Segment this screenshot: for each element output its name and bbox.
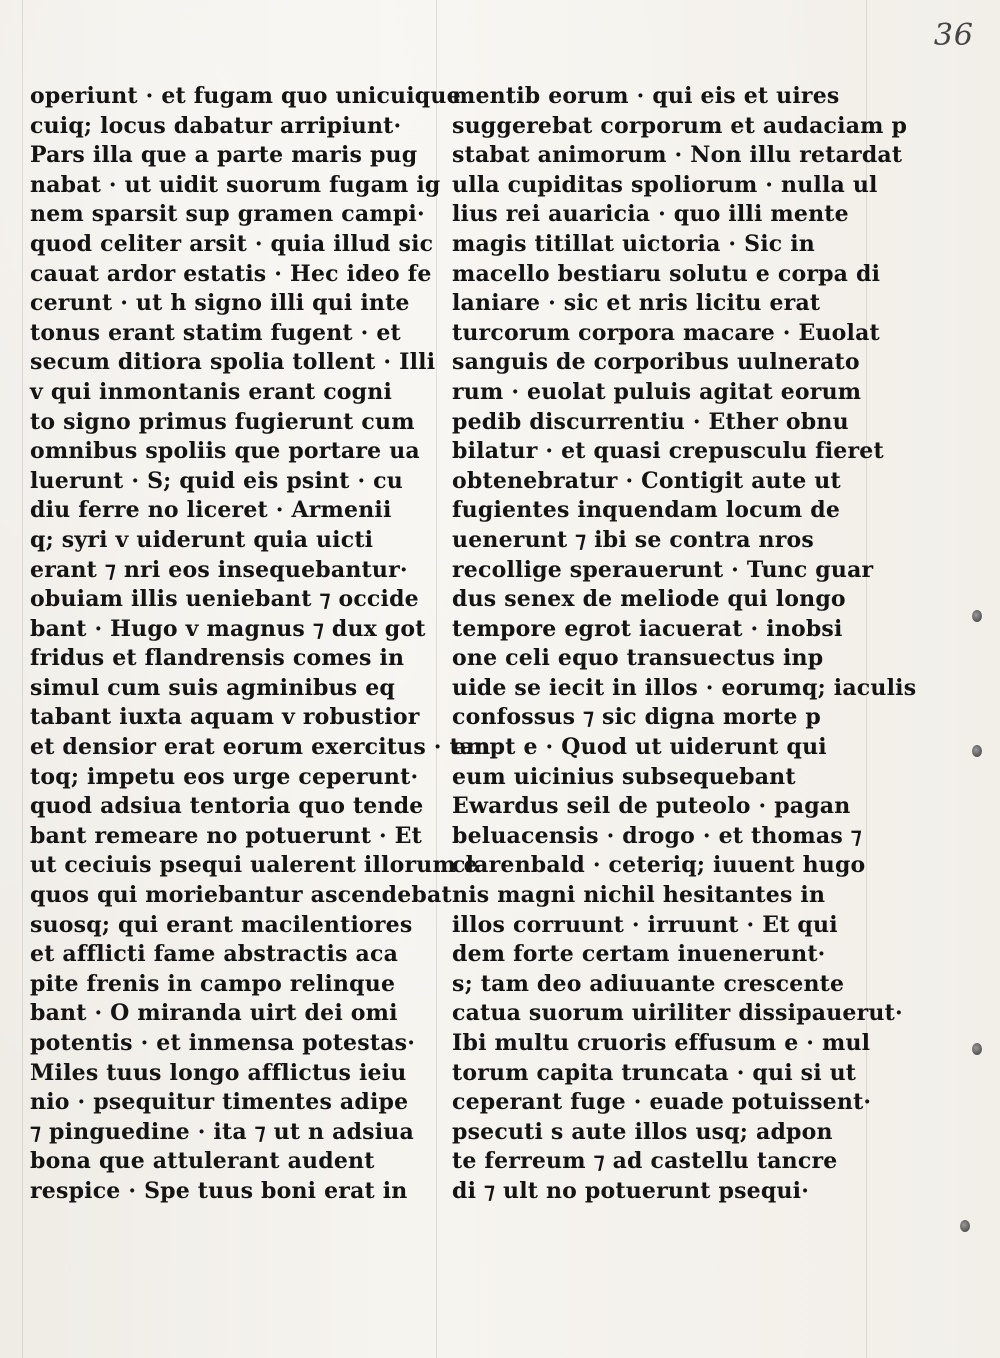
manuscript-line: ulla cupiditas spoliorum · nulla ul xyxy=(452,171,878,198)
manuscript-line: ut ceciuis psequi ualerent illorum e xyxy=(30,852,478,879)
manuscript-line: cauat ardor estatis · Hec ideo fe xyxy=(30,260,432,287)
manuscript-line: suosq; qui erant macilentiores xyxy=(30,911,413,938)
manuscript-line: fugientes inquendam locum de xyxy=(452,497,841,524)
manuscript-line: bant remeare no potuerunt · Et xyxy=(30,822,423,849)
manuscript-line: magis titillat uictoria · Sic in xyxy=(452,230,815,257)
manuscript-line: te ferreum ⁊ ad castellu tancre xyxy=(452,1148,838,1175)
manuscript-line: potentis · et inmensa potestas· xyxy=(30,1030,416,1056)
manuscript-line: luerunt · S; quid eis psint · cu xyxy=(30,467,403,494)
manuscript-line: tonus erant statim fugent · et xyxy=(30,319,401,346)
manuscript-line: eum uicinius subsequebant xyxy=(452,763,796,790)
manuscript-line: torum capita truncata · qui si ut xyxy=(452,1059,857,1086)
manuscript-line: Ibi multu cruoris effusum e · mul xyxy=(452,1030,871,1056)
manuscript-line: quod adsiua tentoria quo tende xyxy=(30,793,424,820)
manuscript-line: macello bestiaru solutu e corpa di xyxy=(452,260,881,287)
manuscript-line: Pars illa que a parte maris pug xyxy=(30,142,418,169)
manuscript-line: pedib discurrentiu · Ether obnu xyxy=(452,408,849,435)
manuscript-line: bilatur · et quasi crepusculu fieret xyxy=(452,438,884,465)
manuscript-line: Ewardus seil de puteolo · pagan xyxy=(452,793,851,820)
manuscript-line: cerunt · ut h signo illi qui inte xyxy=(30,290,410,317)
manuscript-line: laniare · sic et nris licitu erat xyxy=(452,290,821,317)
manuscript-line: nabat · ut uidit suorum fugam ig xyxy=(30,171,441,198)
manuscript-line: beluacensis · drogo · et thomas ⁊ xyxy=(452,822,862,849)
folio-number: 36 xyxy=(933,18,974,53)
left-margin-ruling xyxy=(22,0,23,1358)
manuscript-line: sanguis de corporibus uulnerato xyxy=(452,349,860,376)
manuscript-line: nem sparsit sup gramen campi· xyxy=(30,201,425,228)
manuscript-line: bant · Hugo v magnus ⁊ dux got xyxy=(30,615,426,642)
manuscript-line: one celi equo transuectus inp xyxy=(452,645,824,672)
binding-hole xyxy=(972,745,982,757)
manuscript-line: pite frenis in campo relinque xyxy=(30,970,396,997)
manuscript-line: to signo primus fugierunt cum xyxy=(30,408,415,435)
binding-hole xyxy=(972,1043,982,1055)
manuscript-line: stabat animorum · Non illu retardat xyxy=(452,142,903,169)
manuscript-line: confossus ⁊ sic digna morte p xyxy=(452,704,821,731)
manuscript-line: Miles tuus longo afflictus ieiu xyxy=(30,1059,407,1086)
manuscript-line: secum ditiora spolia tollent · Illi xyxy=(30,349,436,376)
manuscript-line: diu ferre no liceret · Armenii xyxy=(30,497,392,524)
manuscript-line: lius rei auaricia · quo illi mente xyxy=(452,201,849,228)
manuscript-line: obuiam illis ueniebant ⁊ occide xyxy=(30,586,419,613)
manuscript-line: operiunt · et fugam quo unicuique xyxy=(30,83,461,109)
manuscript-line: cuiq; locus dabatur arripiunt· xyxy=(30,112,402,139)
manuscript-line: fridus et flandrensis comes in xyxy=(30,645,405,672)
binding-hole xyxy=(960,1220,970,1232)
manuscript-line: v qui inmontanis erant cogni xyxy=(30,378,393,405)
manuscript-line: et densior erat eorum exercitus · tan xyxy=(30,734,491,761)
manuscript-line: recollige sperauerunt · Tunc guar xyxy=(452,556,874,583)
manuscript-line: q; syri v uiderunt quia uicti xyxy=(30,526,374,553)
manuscript-line: dem forte certam inuenerunt· xyxy=(452,941,826,968)
manuscript-line: quod celiter arsit · quia illud sic xyxy=(30,230,434,257)
manuscript-line: tabant iuxta aquam v robustior xyxy=(30,704,420,731)
manuscript-line: toq; impetu eos urge ceperunt· xyxy=(30,763,419,790)
manuscript-line: turcorum corpora macare · Euolat xyxy=(452,319,880,346)
manuscript-line: mentib eorum · qui eis et uires xyxy=(452,83,840,109)
manuscript-line: omnibus spoliis que portare ua xyxy=(30,438,420,465)
manuscript-line: s; tam deo adiuuante crescente xyxy=(452,970,845,997)
manuscript-line: dus senex de meliode qui longo xyxy=(452,586,846,613)
manuscript-line: tempore egrot iacuerat · inobsi xyxy=(452,615,843,642)
manuscript-line: uenerunt ⁊ ibi se contra nros xyxy=(452,526,814,553)
column-gutter-ruling xyxy=(436,0,437,1358)
manuscript-line: ceperant fuge · euade potuissent· xyxy=(452,1089,872,1116)
manuscript-line: nio · psequitur timentes adipe xyxy=(30,1089,409,1116)
manuscript-line: bant · O miranda uirt dei omi xyxy=(30,1000,398,1027)
manuscript-line: erant ⁊ nri eos insequebantur· xyxy=(30,556,408,583)
manuscript-line: empt e · Quod ut uiderunt qui xyxy=(452,734,827,761)
manuscript-line: clarenbald · ceteriq; iuuent hugo xyxy=(452,852,866,879)
left-text-column xyxy=(30,82,491,1207)
manuscript-line: obtenebratur · Contigit aute ut xyxy=(452,467,841,494)
manuscript-line: ⁊ pinguedine · ita ⁊ ut n adsiua xyxy=(30,1118,414,1145)
binding-hole xyxy=(972,610,982,622)
manuscript-line: nis magni nichil hesitantes in xyxy=(452,882,826,909)
manuscript-line: simul cum suis agminibus eq xyxy=(30,674,395,701)
manuscript-line: rum · euolat puluis agitat eorum xyxy=(452,378,862,405)
manuscript-line: suggerebat corporum et audaciam p xyxy=(452,112,908,139)
manuscript-line: quos qui moriebantur ascendebat xyxy=(30,882,452,909)
manuscript-line: et afflicti fame abstractis aca xyxy=(30,941,399,968)
manuscript-line: catua suorum uiriliter dissipauerut· xyxy=(452,1000,903,1027)
right-text-column xyxy=(452,82,917,1207)
manuscript-line: uide se iecit in illos · eorumq; iaculis xyxy=(452,674,917,701)
manuscript-line: respice · Spe tuus boni erat in xyxy=(30,1177,408,1204)
manuscript-line: di ⁊ ult no potuerunt psequi· xyxy=(452,1177,810,1204)
manuscript-line: psecuti s aute illos usq; adpon xyxy=(452,1118,833,1145)
manuscript-line: bona que attulerant audent xyxy=(30,1148,375,1175)
manuscript-line: illos corruunt · irruunt · Et qui xyxy=(452,911,838,938)
